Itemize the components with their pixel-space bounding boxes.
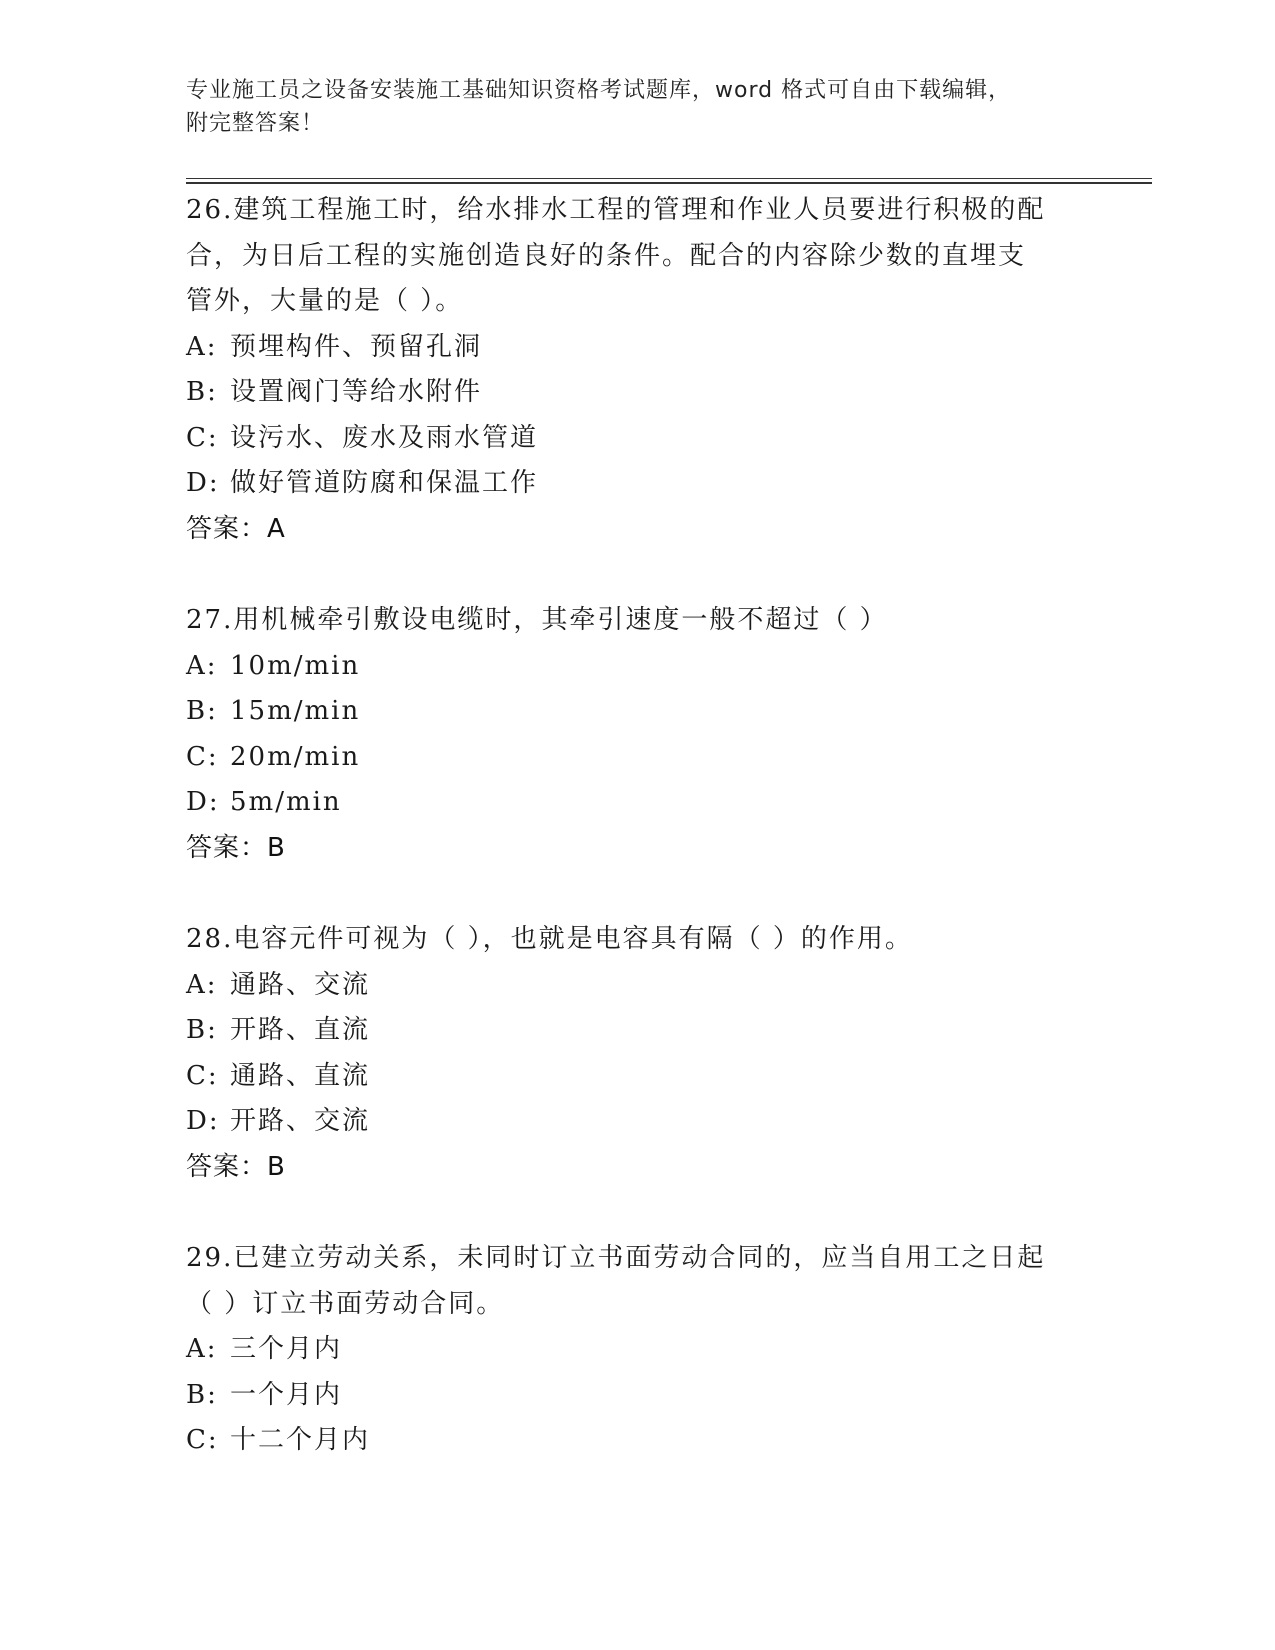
option-key: A: [186,331,218,362]
option-text: 10m/min [230,650,361,681]
option-c [186,735,1086,781]
question-stem-line: 28.电容元件可视为（ ），也就是电容具有隔（ ）的作用。 [186,924,913,954]
option-key: B: [186,696,218,726]
option-d [186,1099,1086,1145]
option-key: A: [186,969,218,1000]
header-divider-thick [186,182,1152,184]
option-b [186,1373,1086,1419]
question-list [186,188,1086,1510]
option-text: 20m/min [230,741,361,772]
option-key: B: [186,377,218,407]
option-key: B: [186,1379,218,1410]
option-key: C: [186,741,219,772]
question-stem [186,1236,1086,1327]
option-a [186,644,1086,690]
question-stem-line: （ ）订立书面劳动合同。 [186,1288,505,1319]
option-key: D: [186,1106,220,1136]
option-text: 5m/min [230,787,342,817]
option-text: 设置阀门等给水附件 [230,377,483,407]
option-c [186,416,1086,462]
answer-line: 答案：A [186,513,286,544]
option-text: 做好管道防腐和保温工作 [230,468,539,498]
question-28 [186,917,1086,1190]
option-key: C: [186,1060,219,1091]
option-key: D: [186,787,220,817]
question-stem [186,598,1086,644]
header-divider-thin [186,178,1152,179]
question-stem-line: 27.用机械牵引敷设电缆时，其牵引速度一般不超过（ ） [186,605,888,635]
option-d [186,780,1086,826]
header-line-2: 附完整答案！ [186,111,325,136]
document-header [186,74,1066,140]
option-a [186,325,1086,371]
option-b [186,1008,1086,1054]
option-text: 开路、直流 [230,1015,371,1045]
option-text: 设污水、废水及雨水管道 [230,422,539,453]
option-text: 十二个月内 [230,1425,371,1455]
option-a [186,963,1086,1009]
answer-line: 答案：B [186,832,286,863]
option-d [186,461,1086,507]
option-key: C: [186,422,219,453]
question-26 [186,188,1086,552]
question-stem-line: 合，为日后工程的实施创造良好的条件。配合的内容除少数的直埋支 [186,240,1027,271]
question-stem-line: 管外，大量的是（ ）。 [186,286,464,316]
question-stem-line: 29.已建立劳动关系，未同时订立书面劳动合同的，应当自用工之日起 [186,1243,1046,1273]
option-text: 预埋构件、预留孔洞 [230,331,483,362]
option-text: 通路、直流 [230,1060,371,1091]
option-key: D: [186,468,220,498]
question-stem [186,188,1086,325]
option-key: C: [186,1425,219,1455]
option-text: 15m/min [230,696,361,726]
question-29 [186,1236,1086,1464]
option-c [186,1054,1086,1100]
option-a [186,1327,1086,1373]
header-line-1: 专业施工员之设备安装施工基础知识资格考试题库，word 格式可自由下载编辑， [186,78,1012,103]
option-key: B: [186,1015,218,1045]
option-text: 开路、交流 [230,1106,371,1136]
option-text: 通路、交流 [230,969,371,1000]
option-c [186,1418,1086,1464]
question-27 [186,598,1086,871]
option-b [186,689,1086,735]
option-key: A: [186,1334,218,1364]
option-text: 一个月内 [230,1379,343,1410]
question-stem [186,917,1086,963]
option-text: 三个月内 [230,1334,343,1364]
answer-line: 答案：B [186,1151,286,1182]
question-stem-line: 26.建筑工程施工时，给水排水工程的管理和作业人员要进行积极的配 [186,195,1046,225]
option-key: A: [186,650,218,681]
option-b [186,370,1086,416]
